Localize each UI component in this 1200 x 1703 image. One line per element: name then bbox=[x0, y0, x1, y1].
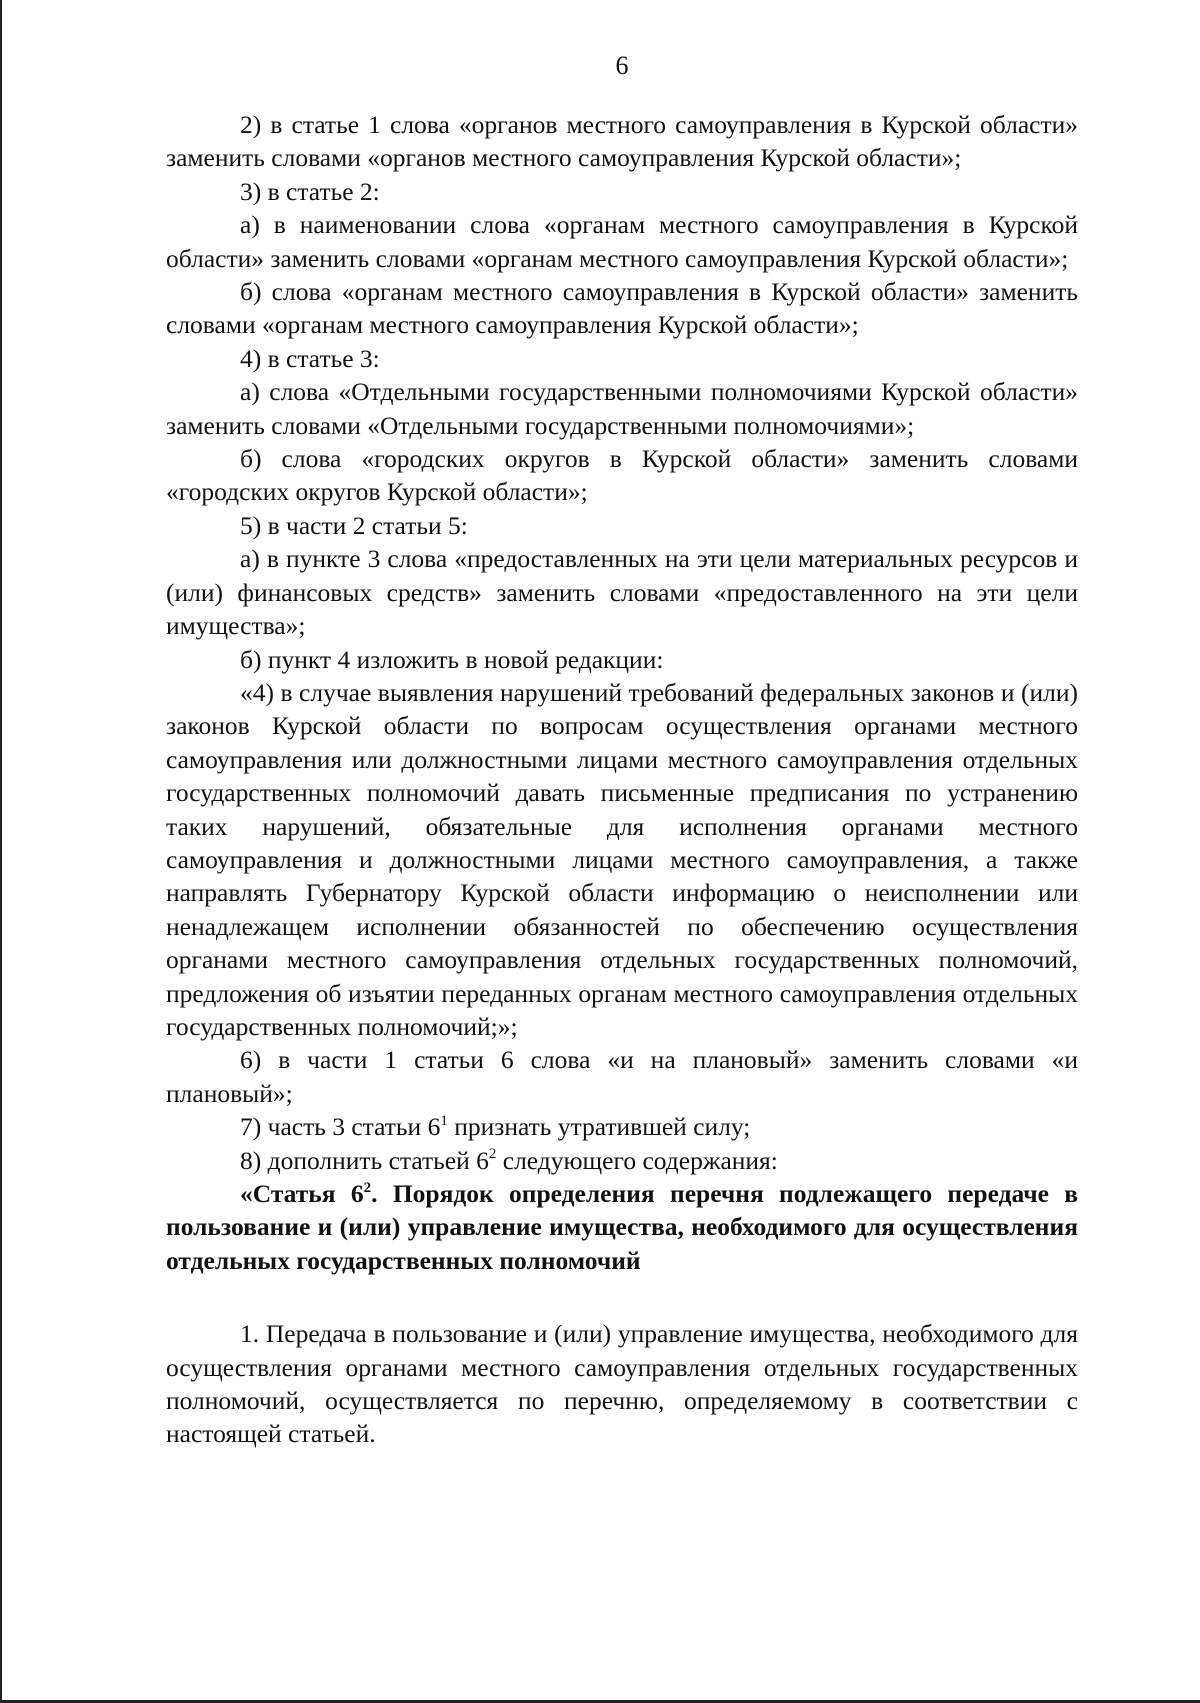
item-8-superscript: 2 bbox=[488, 1146, 497, 1163]
article-heading-title: . Порядок определения перечня подлежащего передаче в пользование и (или) управление имущества, необходимого для осуществления отдельных государственных полномочий bbox=[166, 1179, 1078, 1275]
item-8-text-start: 8) дополнить статьей 6 bbox=[240, 1145, 489, 1175]
item-7-text-end: признать утратившей силу; bbox=[447, 1112, 751, 1142]
article-heading bbox=[166, 1177, 1078, 1277]
article-heading-start: «Статья 6 bbox=[240, 1179, 364, 1208]
paragraph-item-5b: б) пункт 4 изложить в новой редакции: bbox=[240, 644, 664, 674]
article-paragraph-1: 1. Передача в пользование и (или) управление имущества, необходимого для осуществления органами местного самоуправления отдельных государственных полномочий, осуществляется по перечню, определяемому в соответствии с настоящей статьей. bbox=[166, 1319, 1078, 1449]
paragraph-item-7 bbox=[166, 1110, 1078, 1143]
item-8-text-end: следующего содержания: bbox=[496, 1145, 778, 1175]
paragraph-item-3: 3) в статье 2: bbox=[240, 176, 380, 206]
paragraph-item-4a: а) слова «Отдельными государственными полномочиями Курской области» заменить словами «Отдельными государственными полномочиями»; bbox=[166, 377, 1078, 440]
paragraph-item-2: 2) в статье 1 слова «органов местного самоуправления в Курской области» заменить словами «органов местного самоуправления Курской области»; bbox=[166, 110, 1078, 173]
item-7-superscript: 1 bbox=[440, 1112, 448, 1129]
paragraph-new-point-4: «4) в случае выявления нарушений требований федеральных законов и (или) законов Курской области по вопросам осуществления органами местного самоуправления или должностными лицами местного самоуправления отдельных государственных полномочий давать письменные предписания по устранению таких нарушений, обязательные для исполнения органами местного самоуправления и должностными лицами местного самоуправления, а также направлять Губернатору Курской области информацию о неисполнении или ненадлежащем исполнении обязанностей по обеспечению осуществления органами местного самоуправления отдельных государственных полномочий, предложения об изъятии переданных органам местного самоуправления отдельных государственных полномочий;»; bbox=[166, 677, 1078, 1041]
paragraph-item-8 bbox=[166, 1144, 1078, 1177]
paragraph-item-3b: б) слова «органам местного самоуправления в Курской области» заменить словами «органам местного самоуправления Курской области»; bbox=[166, 277, 1078, 340]
item-7-text-start: 7) часть 3 статьи 6 bbox=[240, 1112, 441, 1142]
document-body bbox=[166, 108, 1078, 1451]
paragraph-item-4: 4) в статье 3: bbox=[240, 343, 380, 373]
scan-left-edge bbox=[0, 0, 2, 1703]
paragraph-item-4b: б) слова «городских округов в Курской области» заменить словами «городских округов Курской области»; bbox=[166, 444, 1078, 507]
article-heading-superscript: 2 bbox=[363, 1179, 372, 1196]
page-number: 6 bbox=[615, 51, 629, 80]
paragraph-item-6: 6) в части 1 статьи 6 слова «и на плановый» заменить словами «и плановый»; bbox=[166, 1045, 1078, 1108]
paragraph-item-5a: а) в пункте 3 слова «предоставленных на эти цели материальных ресурсов и (или) финансовых средств» заменить словами «предоставленного на эти цели имущества»; bbox=[166, 544, 1078, 641]
paragraph-item-3a: а) в наименовании слова «органам местного самоуправления в Курской области» заменить словами «органам местного самоуправления Курской области»; bbox=[166, 210, 1078, 273]
paragraph-item-5: 5) в части 2 статьи 5: bbox=[240, 510, 468, 540]
